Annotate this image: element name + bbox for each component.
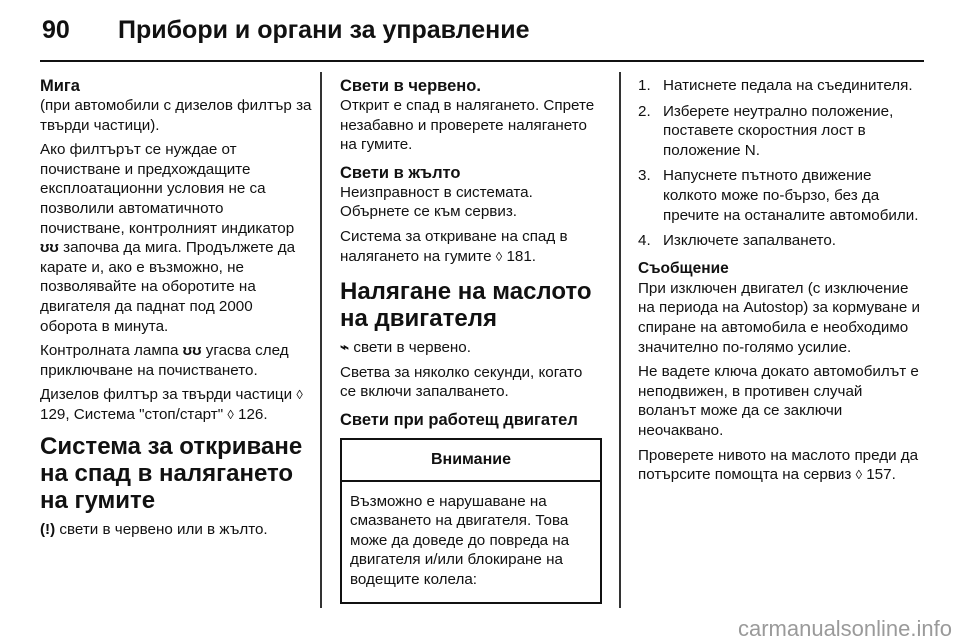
page-link[interactable]: 181 [506,247,532,265]
warning-text: Възможно е нарушаване на смазването на двигателя. Това може да доведе до повреда на двигателя и/или блокиране на водещите колела: [350,492,570,588]
paragraph-red-meaning: Открит е спад в налягането. Спрете незабавно и проверете налягането на гумите. [340,97,595,154]
warning-box [340,438,602,604]
paragraph-cross-references: Дизелов филтър за твърди частици ◊ 129, Система "стоп/старт" ◊ 126. [40,386,303,423]
note-title: Съобщение [638,259,729,277]
page-reference-icon: ◊ [227,406,234,422]
page-number: 90 [42,16,70,44]
heading-blinking: Мига [40,77,80,95]
column-divider-2 [619,72,621,608]
tyre-pressure-icon: (!) [40,520,56,538]
paragraph-yellow-meaning: Неизправност в системата. Обърнете се към сервиз. [340,183,533,221]
heading-engine-running: Свети при работещ двигател [340,410,578,429]
paragraph-check-oil: Проверете нивото на маслото преди да потърсите помощта на сервиз ◊ 157. [638,446,919,484]
heading-lights-red: Свети в червено. [340,77,481,95]
particle-filter-icon: ʊʊ [40,239,59,257]
header-divider [40,60,924,62]
page-link[interactable]: 157 [866,466,892,484]
paragraph-dpf-cleaning: Ако филтърът се нуждае от почистване и предхождащите експлоатационни условия не са позволили автоматичното почистване, контролният индикатор ʊʊ започва да мига. Продължете да карате и, ако е възможно, не позволявайте на оборотите на двигателя да паднат под 2000 оборота в минута. [40,141,296,335]
list-item: 2. Изберете неутрално положение, поставете скоростния лост в положение N. [638,102,894,159]
particle-filter-icon: ʊʊ [182,342,202,360]
note-paragraph-steering: При изключен двигател (с изключение на периода на Autostop) за кормуване и спиране на автомобила е необходимо значително по-голямо усилие. [638,279,920,356]
column-3 [638,76,924,490]
page-header [0,0,960,58]
section-heading-oil-pressure: Налягане на маслото на двигателя [340,278,592,333]
section-heading-tpms: Система за откриване на спад в налягането на гумите [40,432,303,514]
list-item: 4. Изключете запалването. [638,232,836,250]
paragraph-oil-lamp: ⌁ свети в червено. [340,339,471,357]
heading-lights-yellow: Свети в жълто [340,163,461,182]
paragraph-tpms-lamp: (!) свети в червено или в жълто. [40,520,268,538]
page-reference-icon: ◊ [495,248,503,264]
oil-can-icon: ⌁ [340,339,350,357]
column-divider-1 [320,72,322,608]
page-link[interactable]: 126 [238,405,264,423]
watermark: carmanualsonline.info [737,616,952,641]
list-item: 1. Натиснете педала на съединителя. [638,77,913,94]
column-2 [340,76,602,604]
list-item: 3. Напуснете пътното движение колкото може по-бързо, без да пречите на останалите автомобили. [638,167,919,224]
paragraph-dpf-note: (при автомобили с дизелов филтър за твърди частици). [40,97,312,134]
page-reference-icon: ◊ [296,387,303,403]
paragraph-oil-ignition: Светва за няколко секунди, когато се включи запалването. [340,363,583,401]
steps-list [638,76,924,251]
paragraph-tpms-reference: Система за откриване на спад в налягането на гумите ◊ 181. [340,227,568,265]
column-1 [40,76,312,544]
warning-title: Внимание [342,440,600,482]
page-link[interactable]: 129 [40,405,66,423]
note-paragraph-key: Не вадете ключа докато автомобилът е неподвижен, в противен случай воланът може да се заключи неочаквано. [638,363,919,439]
paragraph-lamp-off: Контролната лампа ʊʊ угасва след приключване на почистването. [40,342,289,379]
page-reference-icon: ◊ [855,467,862,483]
page-title: Прибори и органи за управление [118,16,530,44]
